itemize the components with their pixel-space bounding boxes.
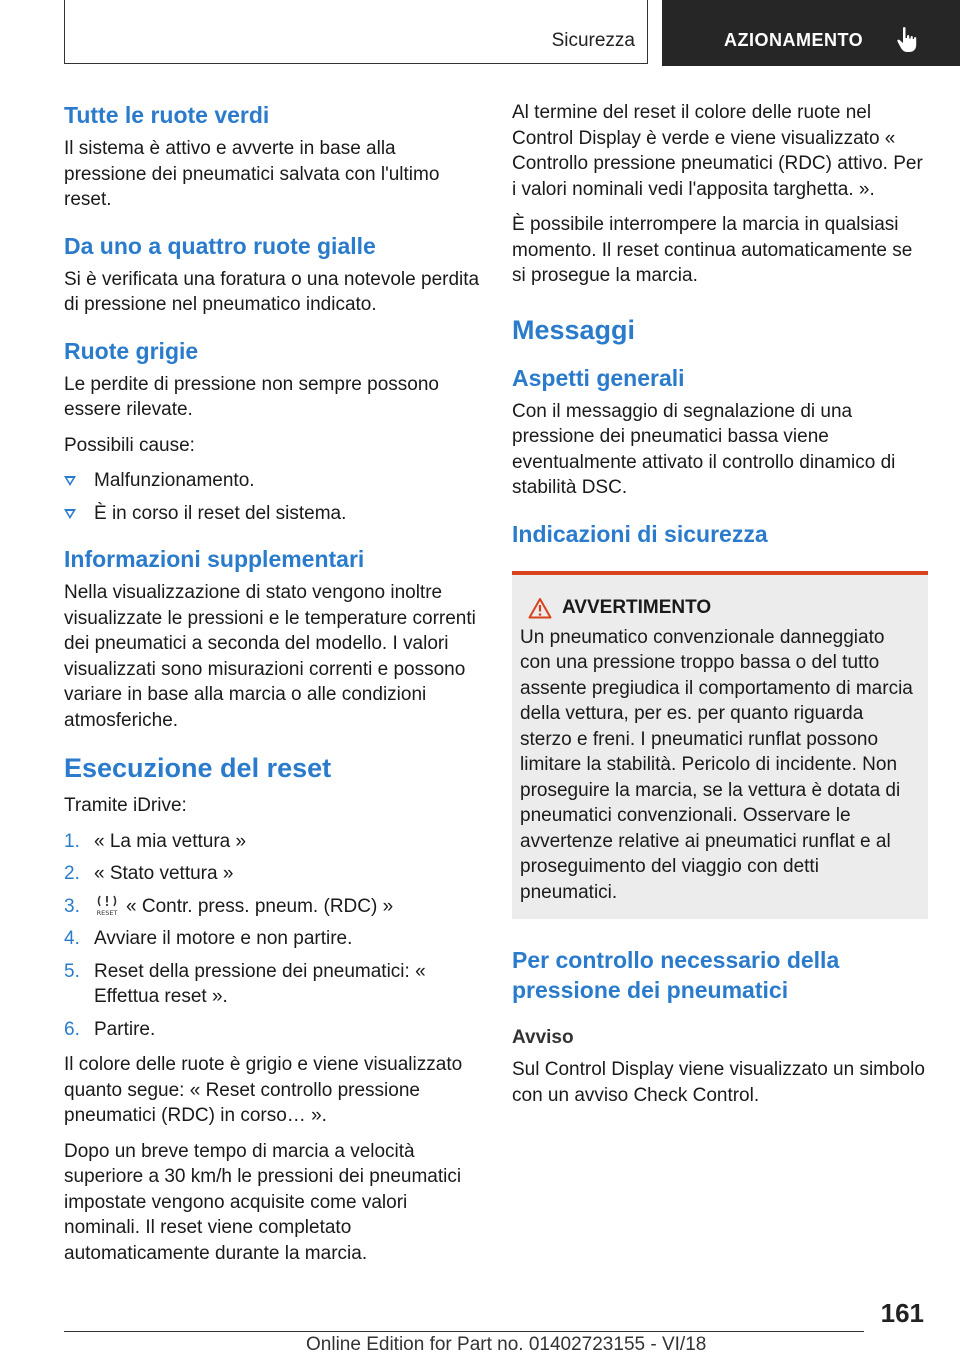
paragraph-termine: Al termine del reset il colore delle ruote nel Control Display è verde e viene visualizzato « Controllo pressione pneumatici (RDC) attivo. Per i valori nominali vedi l'apposita targhetta. ».: [512, 102, 923, 200]
paragraph-grigie: Le perdite di pressione non sempre possono essere rilevate.: [64, 373, 439, 420]
step-item: 2. « Stato vettura »: [64, 863, 234, 884]
paragraph-verdi: Il sistema è attivo e avverte in base alla pressione dei pneumatici salvata con l'ultimo reset.: [64, 138, 440, 210]
triangle-bullet-icon: [64, 476, 76, 486]
footer-edition: Online Edition for Part no. 01402723155 - VI/18: [306, 1334, 707, 1355]
left-column: [64, 100, 480, 1276]
pointing-hand-icon: [896, 26, 920, 54]
page-number: 161: [880, 1298, 924, 1328]
heading-avviso: Avviso: [512, 1027, 574, 1048]
step-item: 4. Avviare il motore e non partire.: [64, 928, 353, 949]
triangle-bullet-icon: [64, 509, 76, 519]
heading-indicazioni-sicurezza: Indicazioni di sicurezza: [512, 520, 768, 547]
paragraph-avviso: Sul Control Display viene visualizzato un simbolo con un avviso Check Control.: [512, 1059, 925, 1106]
heading-aspetti-generali: Aspetti generali: [512, 364, 685, 391]
warning-box: [512, 571, 928, 920]
heading-informazioni: Informazioni supplementari: [64, 546, 365, 572]
right-column: [512, 100, 928, 1118]
list-item: È in corso il reset del sistema.: [64, 501, 480, 527]
heading-tutte-verdi: Tutte le ruote verdi: [64, 102, 270, 128]
svg-text:RESET: RESET: [96, 908, 118, 916]
paragraph-idrive: Tramite iDrive:: [64, 795, 187, 816]
warning-title: AVVERTIMENTO: [520, 597, 920, 619]
paragraph-gialle: Si è verificata una foratura o una notevole perdita di pressione nel pneumatico indicato.: [64, 268, 480, 315]
step-item: 6. Partire.: [64, 1018, 156, 1040]
warning-triangle-icon: [528, 597, 552, 619]
header-section-box: [64, 0, 648, 64]
paragraph-cause: Possibili cause:: [64, 434, 195, 456]
header-chapter-title: AZIONAMENTO: [724, 30, 864, 50]
rdc-reset-icon: [94, 894, 120, 916]
heading-ruote-gialle: Da uno a quattro ruote gialle: [64, 232, 376, 259]
step-item: 1. « La mia vettura »: [64, 830, 247, 852]
paragraph-info: Nella visualizzazione di stato vengono inoltre visualizzate le pressioni e le temperature correnti dei pneumatici a seconda del modello. I valori visualizzati sono misurazioni correnti e possono variare in base alla marcia o alle condizioni atmosferiche.: [64, 582, 476, 731]
header-section-title: Sicurezza: [551, 30, 635, 51]
footer-divider: [64, 1331, 864, 1332]
paragraph-aspetti: Con il messaggio di segnalazione di una pressione dei pneumatici bassa viene eventualmente attivato il controllo dinamico di stabilità DSC.: [512, 400, 896, 498]
step-item: 5. Reset della pressione dei pneumatici: « Effettua reset ».: [64, 960, 426, 1007]
cause-list: [64, 468, 480, 526]
paragraph-grigio: Il colore delle ruote è grigio e viene visualizzato quanto segue: « Reset controllo pressione pneumatici (RDC) in corso… ».: [64, 1054, 463, 1126]
heading-esecuzione-reset: Esecuzione del reset: [64, 753, 332, 783]
step-item: 3. RESET « Contr. press. pneum. (RDC) »: [64, 895, 394, 917]
paragraph-interrompere: È possibile interrompere la marcia in qualsiasi momento. Il reset continua automaticamente se si prosegue la marcia.: [512, 214, 913, 286]
list-item: Malfunzionamento.: [64, 468, 480, 494]
heading-ruote-grigie: Ruote grigie: [64, 337, 199, 364]
reset-steps: [64, 829, 480, 1043]
header-chapter-tab: [662, 0, 960, 66]
heading-per-controllo: Per controllo necessario della pressione dei pneumatici: [512, 947, 840, 1003]
heading-messaggi: Messaggi: [512, 314, 636, 345]
warning-text: Un pneumatico convenzionale danneggiato con una pressione troppo bassa o del tutto assente pregiudica il comportamento di marcia della vettura, per es. per quanto riguarda sterzo e freni. I pneumatici runflat possono limitare la stabilità. Pericolo di incidente. Non proseguire la marcia, se la vettura è dotata di pneumatici convenzionali. Osservare le avvertenze relative ai pneumatici runflat e al proseguimento del viaggio con detti pneumatici.: [520, 626, 913, 903]
paragraph-dopo: Dopo un breve tempo di marcia a velocità superiore a 30 km/h le pressioni dei pneumatici impostate vengono acquisite come valori nominali. Il reset viene completato automaticamente durante la marcia.: [64, 1140, 462, 1264]
